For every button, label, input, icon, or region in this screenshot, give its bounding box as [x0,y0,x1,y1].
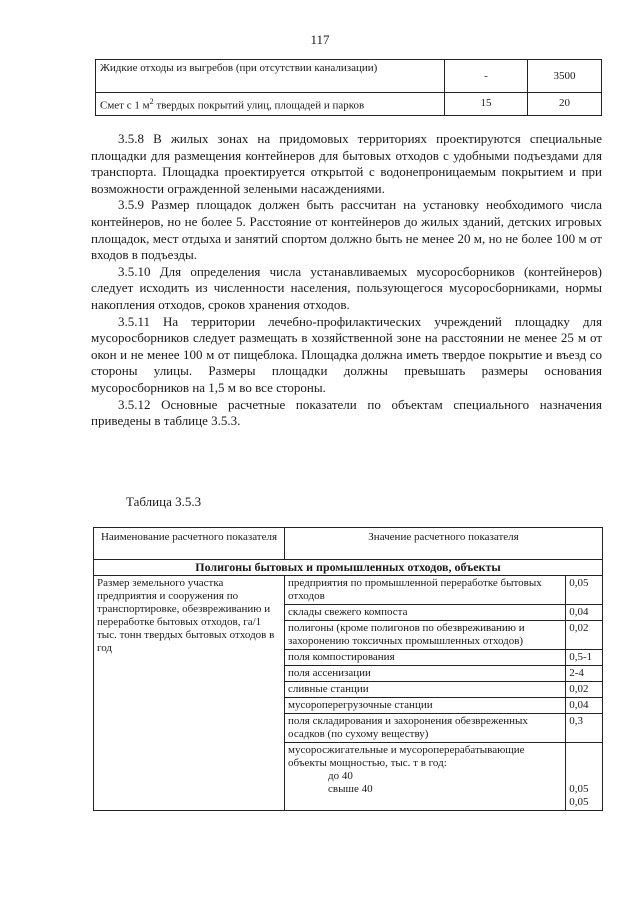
row-label: предприятия по промышленной переработке бытовых отходов [285,576,566,605]
row-label: сливные станции [285,682,566,698]
row-value: 2-4 [566,666,603,682]
row-name: Жидкие отходы из выгребов (при отсутствии канализации) [96,60,445,93]
table-row [94,576,603,605]
section-row [94,560,603,576]
row-label: полигоны (кроме полигонов по обезвреживанию и захоронению токсичных промышленных отходов) [285,621,566,650]
row-value-1: 15 [445,93,528,116]
row-label: мусороперегрузочные станции [285,698,566,714]
sub-value-1: 0,05 [569,783,589,795]
header-col-2: Значение расчетного показателя [285,528,603,560]
header-col-1: Наименование расчетного показателя [94,528,285,560]
sub-label-1: до 40 [328,770,353,782]
row-label: поля ассенизации [285,666,566,682]
row-name: Смет с 1 $м^2$ твердых покрытий улиц, площадей и парков [96,93,445,116]
table-row [96,60,602,93]
table-row [96,93,602,116]
sub-label-2: свыше 40 [328,783,373,795]
row-value: 0,3 [566,714,603,743]
paragraph-3-5-12: 3.5.12 Основные расчетные показатели по объектам специального назначения приведены в таблице 3.5.3. [91,396,602,429]
paragraph-3-5-11: 3.5.11 На территории лечебно-профилактических учреждений площадку для мусоросборников следует размещать в хозяйственной зоне на расстоянии не менее 25 м от окон и не менее 100 м от пищеблока. Площадка должна иметь твердое покрытие и въезд со стороны улицы. Размеры площадки должны превышать размеры основания мусоросборников на 1,5 м во все стороны. [91,313,602,395]
header-row [94,528,603,560]
row-value-2: 20 [528,93,602,116]
row-value [566,743,603,811]
incinerator-label: мусоросжигательные и мусороперерабатывающие объекты мощностью, тыс. т в год: [288,744,525,769]
table-caption: Таблица 3.5.3 [126,494,202,509]
row-value: 0,02 [566,682,603,698]
body-text [91,131,602,430]
top-table [95,59,602,116]
row-value-2: 3500 [528,60,602,93]
row-value: 0,5-1 [566,650,603,666]
row-value-1: - [445,60,528,93]
row-label: поля компостирования [285,650,566,666]
row-value: 0,04 [566,605,603,621]
row-label: склады свежего компоста [285,605,566,621]
row-value: 0,05 [566,576,603,605]
paragraph-3-5-10: 3.5.10 Для определения числа устанавливаемых мусоросборников (контейнеров) следует исходить из численности населения, пользующегося мусоросборниками, нормы накопления отходов, сроков хранения отходов. [91,263,602,312]
paragraph-3-5-9: 3.5.9 Размер площадок должен быть рассчитан на установку необходимого числа контейнеров, но не более 5. Расстояние от контейнеров до жилых зданий, детских игровых площадок, мест отдыха и занятий спортом должно быть не менее 20 м, но не более 100 м от входов в подъезды. [91,197,602,263]
main-table [93,527,603,811]
row-label [285,743,566,811]
section-title: Полигоны бытовых и промышленных отходов, объекты [94,560,603,576]
page-number: 117 [310,32,330,47]
sub-value-2: 0,05 [569,796,589,808]
row-label: поля складирования и захоронения обезвреженных осадков (по сухому веществу) [285,714,566,743]
row-value: 0,02 [566,621,603,650]
paragraph-3-5-8: 3.5.8 В жилых зонах на придомовых территориях проектируются специальные площадки для размещения контейнеров для бытовых отходов с удобными подъездами для транспорта. Площадка проектируется открытой с водонепроницаемым покрытием и при возможности огражденной зелеными насаждениями. [91,131,602,196]
row-value: 0,04 [566,698,603,714]
left-cell: Размер земельного участка предприятия и сооружения по транспортировке, обезвреживанию и переработке бытовых отходов, га/1 тыс. тонн твердых бытовых отходов в год [94,576,285,811]
